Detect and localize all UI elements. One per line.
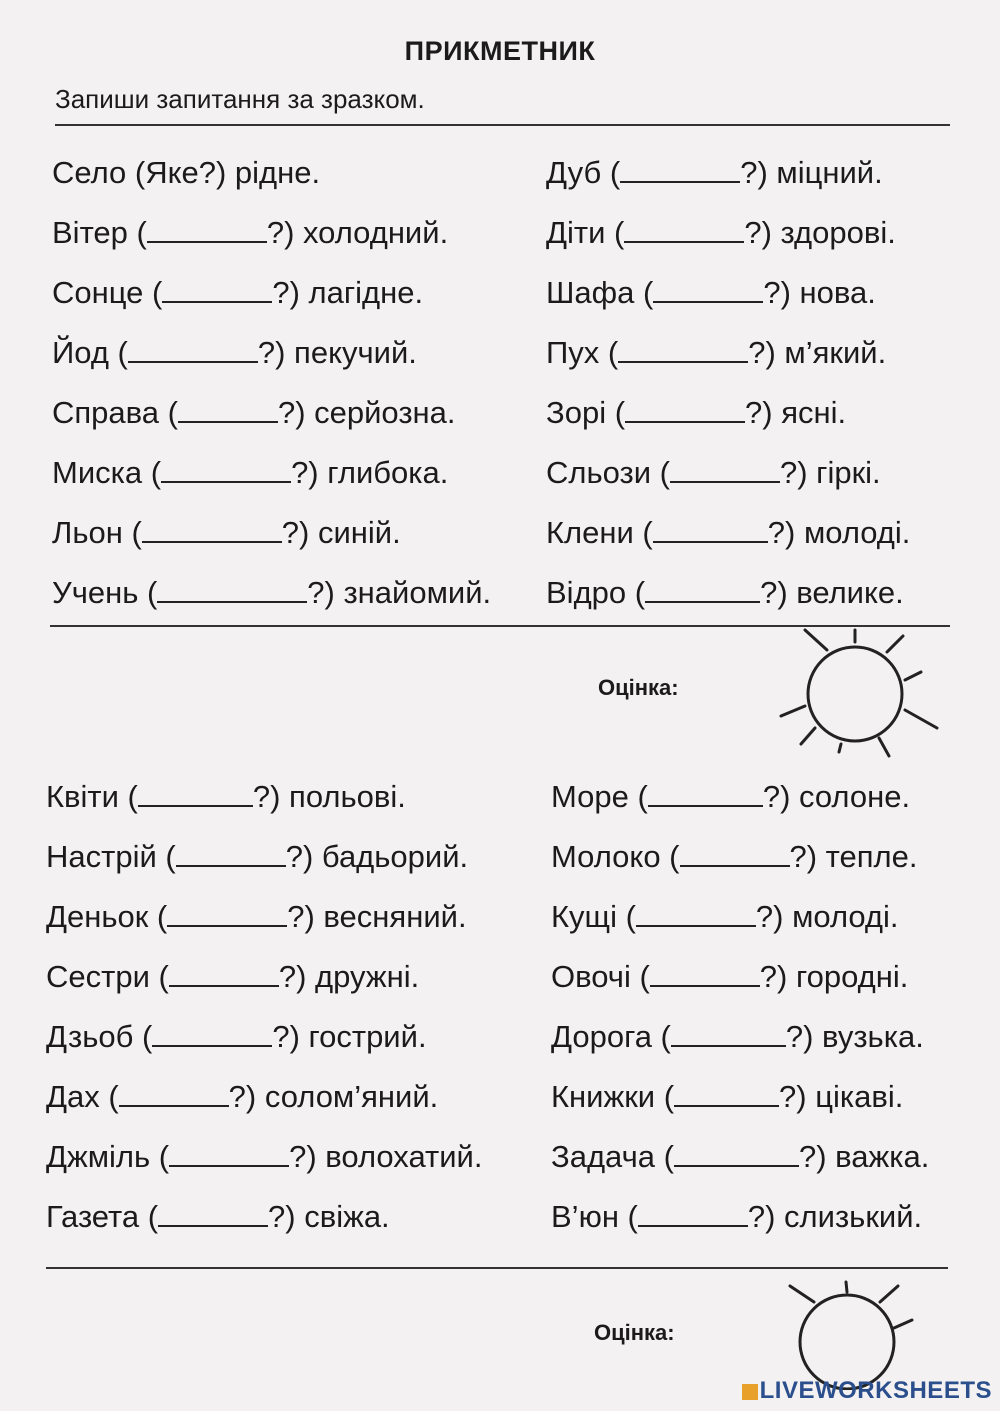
exercise-text: ?) солом’яний. bbox=[228, 1079, 439, 1114]
exercise-text: ?) ясні. bbox=[745, 395, 847, 430]
exercise-row bbox=[46, 947, 482, 1007]
exercise-text: Дуб ( bbox=[546, 155, 621, 190]
exercise-text: ?) волохатий. bbox=[289, 1139, 483, 1174]
exercise-row bbox=[546, 503, 910, 563]
exercise-text: ?) знайомий. bbox=[307, 575, 492, 610]
answer-blank[interactable] bbox=[128, 331, 258, 363]
exercise-text: ?) вузька. bbox=[785, 1019, 924, 1054]
exercise-text: ?) весняний. bbox=[287, 899, 467, 934]
exercise-row bbox=[52, 443, 491, 503]
answer-blank[interactable] bbox=[674, 1075, 779, 1107]
exercise-row bbox=[551, 767, 929, 827]
answer-blank[interactable] bbox=[178, 391, 278, 423]
exercise-text: ?) синій. bbox=[281, 515, 401, 550]
exercise-text: ?) польові. bbox=[252, 779, 406, 814]
answer-blank[interactable] bbox=[618, 331, 748, 363]
exercise-row bbox=[551, 1127, 929, 1187]
exercise-text: ?) гіркі. bbox=[780, 455, 881, 490]
exercise-text: ?) городні. bbox=[759, 959, 909, 994]
exercise-row bbox=[551, 887, 929, 947]
exercise-row bbox=[551, 947, 929, 1007]
section2-right-column bbox=[551, 767, 929, 1247]
exercise-text: ?) м’який. bbox=[748, 335, 887, 370]
exercise-row bbox=[546, 143, 910, 203]
answer-blank[interactable] bbox=[670, 451, 780, 483]
exercise-text: ?) нова. bbox=[763, 275, 876, 310]
section1-left-column bbox=[52, 143, 491, 623]
divider bbox=[50, 625, 950, 627]
exercise-row bbox=[46, 1007, 482, 1067]
exercise-text: ?) здорові. bbox=[744, 215, 896, 250]
exercise-text: Джміль ( bbox=[46, 1139, 170, 1174]
answer-blank[interactable] bbox=[653, 511, 768, 543]
answer-blank[interactable] bbox=[169, 1135, 289, 1167]
exercise-text: ?) пекучий. bbox=[257, 335, 417, 370]
exercise-row bbox=[46, 827, 482, 887]
exercise-text: ?) цікаві. bbox=[779, 1079, 904, 1114]
exercise-text: Кущі ( bbox=[551, 899, 636, 934]
sun-icon bbox=[770, 1280, 920, 1390]
exercise-row bbox=[52, 143, 491, 203]
exercise-row bbox=[546, 563, 910, 623]
exercise-text: ?) глибока. bbox=[291, 455, 449, 490]
answer-blank[interactable] bbox=[119, 1075, 229, 1107]
exercise-row bbox=[546, 383, 910, 443]
exercise-text: ?) свіжа. bbox=[268, 1199, 390, 1234]
exercise-text: Вітер ( bbox=[52, 215, 147, 250]
exercise-text: Миска ( bbox=[52, 455, 162, 490]
answer-blank[interactable] bbox=[167, 895, 287, 927]
answer-blank[interactable] bbox=[161, 451, 291, 483]
exercise-text: Відро ( bbox=[546, 575, 646, 610]
exercise-text: Сестри ( bbox=[46, 959, 169, 994]
exercise-text: ?) молоді. bbox=[755, 899, 899, 934]
exercise-text: Сльози ( bbox=[546, 455, 670, 490]
exercise-text: ?) слизький. bbox=[747, 1199, 923, 1234]
exercise-text: Шафа ( bbox=[546, 275, 654, 310]
exercise-text: Дах ( bbox=[46, 1079, 119, 1114]
answer-blank[interactable] bbox=[147, 211, 267, 243]
exercise-text: ?) солоне. bbox=[762, 779, 911, 814]
exercise-text: Газета ( bbox=[46, 1199, 159, 1234]
exercise-row bbox=[546, 323, 910, 383]
exercise-text: Задача ( bbox=[551, 1139, 674, 1174]
watermark: LIVEWORKSHEETS bbox=[742, 1377, 992, 1405]
answer-blank[interactable] bbox=[624, 211, 744, 243]
exercise-row bbox=[46, 1127, 482, 1187]
page-title: ПРИКМЕТНИК bbox=[404, 36, 596, 66]
exercise-row bbox=[46, 767, 482, 827]
answer-blank[interactable] bbox=[138, 775, 253, 807]
answer-blank[interactable] bbox=[645, 571, 760, 603]
answer-blank[interactable] bbox=[653, 271, 763, 303]
exercise-row bbox=[551, 1067, 929, 1127]
exercise-text: В’юн ( bbox=[551, 1199, 638, 1234]
exercise-text: ?) молоді. bbox=[767, 515, 911, 550]
exercise-text: ?) лагідне. bbox=[272, 275, 424, 310]
exercise-text: Квіти ( bbox=[46, 779, 138, 814]
exercise-row bbox=[546, 443, 910, 503]
answer-blank[interactable] bbox=[648, 775, 763, 807]
answer-blank[interactable] bbox=[625, 391, 745, 423]
sun-icon bbox=[775, 628, 945, 758]
exercise-text: Овочі ( bbox=[551, 959, 650, 994]
exercise-text: ?) тепле. bbox=[789, 839, 918, 874]
exercise-text: ?) гострий. bbox=[272, 1019, 427, 1054]
exercise-text: ?) міцний. bbox=[740, 155, 883, 190]
exercise-row bbox=[551, 827, 929, 887]
exercise-row bbox=[52, 203, 491, 263]
exercise-row bbox=[52, 263, 491, 323]
answer-blank[interactable] bbox=[169, 955, 279, 987]
answer-blank[interactable] bbox=[157, 571, 307, 603]
exercise-row bbox=[46, 887, 482, 947]
section1-right-column bbox=[546, 143, 910, 623]
exercise-text: ?) велике. bbox=[760, 575, 904, 610]
answer-blank[interactable] bbox=[674, 1135, 799, 1167]
exercise-text: ?) бадьорий. bbox=[285, 839, 469, 874]
exercise-text: Дзьоб ( bbox=[46, 1019, 153, 1054]
answer-blank[interactable] bbox=[680, 835, 790, 867]
grade-label: Оцінка: bbox=[594, 1320, 675, 1345]
exercise-row bbox=[52, 503, 491, 563]
exercise-text: Книжки ( bbox=[551, 1079, 675, 1114]
exercise-text: ?) серйозна. bbox=[277, 395, 456, 430]
exercise-text: Льон ( bbox=[52, 515, 142, 550]
exercise-text: Село (Яке?) рідне. bbox=[52, 155, 321, 190]
exercise-row bbox=[46, 1187, 482, 1247]
exercise-row bbox=[551, 1187, 929, 1247]
exercise-text: ?) важка. bbox=[798, 1139, 930, 1174]
exercise-text: Настрій ( bbox=[46, 839, 176, 874]
section2-left-column bbox=[46, 767, 482, 1247]
answer-blank[interactable] bbox=[176, 835, 286, 867]
exercise-text: Сонце ( bbox=[52, 275, 163, 310]
grade-label: Оцінка: bbox=[598, 675, 679, 700]
exercise-text: Клени ( bbox=[546, 515, 653, 550]
exercise-row bbox=[52, 383, 491, 443]
exercise-text: Йод ( bbox=[52, 335, 128, 370]
answer-blank[interactable] bbox=[162, 271, 272, 303]
exercise-text: Учень ( bbox=[52, 575, 158, 610]
exercise-row bbox=[46, 1067, 482, 1127]
exercise-text: Зорі ( bbox=[546, 395, 626, 430]
exercise-row bbox=[551, 1007, 929, 1067]
answer-blank[interactable] bbox=[620, 151, 740, 183]
exercise-row bbox=[52, 563, 491, 623]
exercise-row bbox=[546, 263, 910, 323]
instruction: Запиши запитання за зразком. bbox=[55, 84, 425, 114]
divider bbox=[46, 1267, 948, 1269]
exercise-text: ?) холодний. bbox=[266, 215, 449, 250]
answer-blank[interactable] bbox=[671, 1015, 786, 1047]
exercise-row bbox=[546, 203, 910, 263]
exercise-text: Деньок ( bbox=[46, 899, 168, 934]
answer-blank[interactable] bbox=[158, 1195, 268, 1227]
exercise-text: Море ( bbox=[551, 779, 648, 814]
answer-blank[interactable] bbox=[636, 895, 756, 927]
divider bbox=[55, 124, 950, 126]
answer-blank[interactable] bbox=[650, 955, 760, 987]
answer-blank[interactable] bbox=[152, 1015, 272, 1047]
exercise-row bbox=[52, 323, 491, 383]
exercise-text: Дорога ( bbox=[551, 1019, 671, 1054]
exercise-text: Пух ( bbox=[546, 335, 619, 370]
exercise-text: Молоко ( bbox=[551, 839, 680, 874]
exercise-text: Діти ( bbox=[546, 215, 625, 250]
answer-blank[interactable] bbox=[638, 1195, 748, 1227]
exercise-text: Справа ( bbox=[52, 395, 178, 430]
exercise-text: ?) дружні. bbox=[278, 959, 420, 994]
answer-blank[interactable] bbox=[142, 511, 282, 543]
logo-icon bbox=[742, 1384, 758, 1400]
